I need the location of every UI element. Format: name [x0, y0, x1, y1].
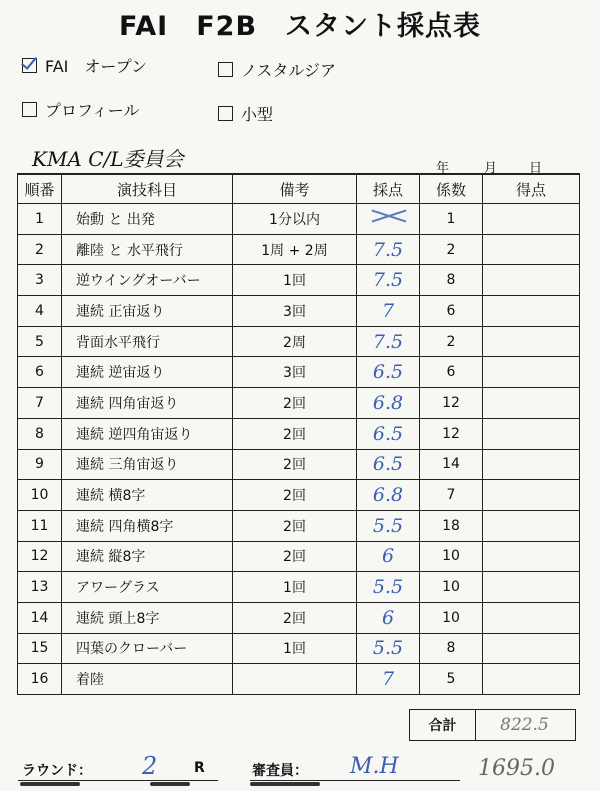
table-row	[18, 204, 580, 235]
judge-score[interactable]: 6.5	[357, 449, 420, 480]
date-month-label: 月	[484, 161, 498, 176]
maneuver-remarks: 2回	[233, 510, 357, 541]
maneuver-name: 連続 頭上8字	[62, 602, 233, 633]
header-score: 採点	[357, 174, 420, 204]
maneuver-name: 連続 四角宙返り	[62, 388, 233, 419]
table-row	[18, 265, 580, 296]
maneuver-name: 連続 逆宙返り	[62, 357, 233, 388]
row-number: 2	[18, 234, 62, 265]
table-row	[18, 572, 580, 603]
judge-score[interactable]: 7.5	[357, 265, 420, 296]
maneuver-name: 着陸	[62, 664, 233, 695]
row-number: 1	[18, 204, 62, 235]
points-cell[interactable]	[483, 418, 580, 449]
points-cell[interactable]	[483, 357, 580, 388]
points-cell[interactable]	[483, 572, 580, 603]
round-unit: R	[194, 760, 205, 776]
coefficient: 1	[420, 204, 483, 235]
points-cell[interactable]	[483, 480, 580, 511]
row-number: 7	[18, 388, 62, 419]
row-number: 16	[18, 664, 62, 695]
table-row	[18, 234, 580, 265]
round-label: ラウンド：	[22, 763, 92, 779]
coefficient: 6	[420, 357, 483, 388]
cutoff-next-line	[0, 782, 600, 791]
row-number: 4	[18, 296, 62, 327]
coefficient: 10	[420, 572, 483, 603]
maneuver-name: 連続 三角宙返り	[62, 449, 233, 480]
maneuver-name: 始動 と 出発	[62, 204, 233, 235]
maneuver-remarks: 3回	[233, 296, 357, 327]
option-profile[interactable]	[22, 98, 139, 121]
option-fai-open[interactable]	[22, 54, 147, 77]
maneuver-name: 四葉のクローバー	[62, 633, 233, 664]
row-number: 15	[18, 633, 62, 664]
coefficient: 6	[420, 296, 483, 327]
coefficient: 8	[420, 265, 483, 296]
header-order: 順番	[18, 174, 62, 204]
row-number: 11	[18, 510, 62, 541]
option-label: FAI オープン	[45, 57, 147, 76]
organization-name: KMA C/L委員会	[32, 147, 184, 171]
points-cell[interactable]	[483, 388, 580, 419]
maneuver-remarks: 2回	[233, 602, 357, 633]
maneuver-name: 連続 縦8字	[62, 541, 233, 572]
checkbox-icon[interactable]	[22, 58, 37, 73]
table-header-row	[18, 174, 580, 204]
judge-label: 審査員：	[252, 763, 308, 779]
maneuver-remarks: 2回	[233, 388, 357, 419]
judge-score[interactable]: 6.8	[357, 480, 420, 511]
points-cell[interactable]	[483, 449, 580, 480]
judge-score[interactable]: 6.5	[357, 418, 420, 449]
date-day-label: 日	[529, 161, 543, 176]
row-number: 14	[18, 602, 62, 633]
judge-score[interactable]: 6.5	[357, 357, 420, 388]
coefficient: 12	[420, 418, 483, 449]
score-table	[17, 173, 580, 695]
coefficient: 2	[420, 326, 483, 357]
table-row	[18, 602, 580, 633]
cross-out-mark	[371, 207, 405, 225]
judge-score[interactable]: 7	[357, 296, 420, 327]
judge-score[interactable]: 5.5	[357, 572, 420, 603]
coefficient: 10	[420, 602, 483, 633]
margin-note: 1695.0	[478, 756, 555, 781]
maneuver-remarks: 1回	[233, 633, 357, 664]
maneuver-name: 連続 逆四角宙返り	[62, 418, 233, 449]
maneuver-remarks: 1周 + 2周	[233, 234, 357, 265]
points-cell[interactable]	[483, 633, 580, 664]
maneuver-name: 背面水平飛行	[62, 326, 233, 357]
judge-score[interactable]: 5.5	[357, 510, 420, 541]
points-cell[interactable]	[483, 602, 580, 633]
maneuver-name: 連続 正宙返り	[62, 296, 233, 327]
table-row	[18, 541, 580, 572]
header-remarks: 備考	[233, 174, 357, 204]
judge-score[interactable]: 6.8	[357, 388, 420, 419]
row-number: 8	[18, 418, 62, 449]
judge-score[interactable]	[357, 204, 420, 235]
total-label: 合計	[409, 709, 476, 741]
table-row	[18, 449, 580, 480]
row-number: 5	[18, 326, 62, 357]
table-row	[18, 388, 580, 419]
table-row	[18, 480, 580, 511]
row-number: 9	[18, 449, 62, 480]
date-year-label: 年	[436, 161, 450, 176]
header-points: 得点	[483, 174, 580, 204]
maneuver-remarks: 1分以内	[233, 204, 357, 235]
maneuver-name: 離陸 と 水平飛行	[62, 234, 233, 265]
table-row	[18, 510, 580, 541]
points-cell[interactable]	[483, 296, 580, 327]
option-label: ノスタルジア	[241, 61, 336, 80]
maneuver-remarks: 2回	[233, 480, 357, 511]
row-number: 13	[18, 572, 62, 603]
header-coefficient: 係数	[420, 174, 483, 204]
points-cell[interactable]	[483, 664, 580, 695]
coefficient: 8	[420, 633, 483, 664]
option-label: 小型	[241, 105, 274, 124]
maneuver-remarks	[233, 664, 357, 695]
row-number: 12	[18, 541, 62, 572]
table-row	[18, 326, 580, 357]
coefficient: 10	[420, 541, 483, 572]
maneuver-remarks: 2回	[233, 541, 357, 572]
maneuver-remarks: 3回	[233, 357, 357, 388]
checkbox-icon[interactable]	[218, 62, 233, 77]
maneuver-name: アワーグラス	[62, 572, 233, 603]
maneuver-name: 逆ウイングオーバー	[62, 265, 233, 296]
judge-score[interactable]: 6	[357, 602, 420, 633]
row-number: 3	[18, 265, 62, 296]
maneuver-remarks: 2回	[233, 449, 357, 480]
option-small[interactable]	[218, 102, 273, 125]
judge-score[interactable]: 6	[357, 541, 420, 572]
table-row	[18, 418, 580, 449]
coefficient: 7	[420, 480, 483, 511]
points-cell[interactable]	[483, 265, 580, 296]
maneuver-name: 連続 横8字	[62, 480, 233, 511]
judge-score[interactable]: 5.5	[357, 633, 420, 664]
judge-score[interactable]: 7	[357, 664, 420, 695]
option-label: プロフィール	[45, 101, 140, 120]
judge-value[interactable]: M.H	[350, 754, 399, 779]
maneuver-remarks: 2周	[233, 326, 357, 357]
maneuver-name: 連続 四角横8字	[62, 510, 233, 541]
table-row	[18, 664, 580, 695]
points-cell[interactable]	[483, 541, 580, 572]
maneuver-remarks: 2回	[233, 418, 357, 449]
row-number: 10	[18, 480, 62, 511]
points-cell[interactable]	[483, 234, 580, 265]
row-number: 6	[18, 357, 62, 388]
header-maneuver: 演技科目	[62, 174, 233, 204]
total-value[interactable]: 822.5	[474, 709, 576, 741]
table-row	[18, 633, 580, 664]
coefficient: 18	[420, 510, 483, 541]
round-value[interactable]: 2	[142, 752, 158, 780]
coefficient: 12	[420, 388, 483, 419]
maneuver-remarks: 1回	[233, 572, 357, 603]
judge-score[interactable]: 7.5	[357, 326, 420, 357]
checkbox-icon[interactable]	[218, 106, 233, 121]
checkbox-icon[interactable]	[22, 102, 37, 117]
option-nostalgia[interactable]	[218, 58, 336, 81]
sheet-title: FAI F2B スタント採点表	[118, 11, 482, 42]
judge-score[interactable]: 7.5	[357, 234, 420, 265]
points-cell[interactable]	[483, 510, 580, 541]
coefficient: 2	[420, 234, 483, 265]
points-cell[interactable]	[483, 326, 580, 357]
points-cell[interactable]	[483, 204, 580, 235]
coefficient: 5	[420, 664, 483, 695]
maneuver-remarks: 1回	[233, 265, 357, 296]
table-row	[18, 296, 580, 327]
coefficient: 14	[420, 449, 483, 480]
table-row	[18, 357, 580, 388]
